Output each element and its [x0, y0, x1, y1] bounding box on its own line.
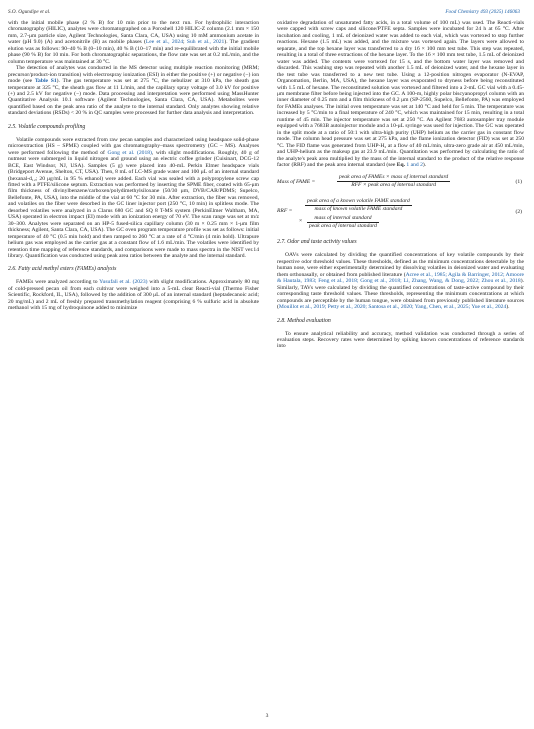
equation-number: (2)	[515, 209, 522, 216]
citation-link[interactable]: Yusufali et al. (2023)	[99, 279, 148, 286]
paragraph-fames-continued: oxidative degradation of unsaturated fatty acids, in a total volume of 100 mL) was used. The Reacti-vials were capped with screw caps and silicone/PTFE septa. Samples were incubated for 24 h at 65 °C. After incubation and cooling, 1 mL of deionized water was added to each vial, which was vortexed to stop further reactions. Hexane (1.5 mL) was added, and the mixture was vortexed again. The layers were allowed to separate, and the top hexane layer was transferred to a dry 16 × 100 mm test tube. This step was repeated, resulting in a total of three extractions of the hexane layer. To the 16 × 100 mm test tube, 1.5 mL of deionized water was added. The contents were vortexed for 15 s, and the bottom water layer was removed and discarded. This washing step was repeated with another 1.5 mL of deionized water, and the hexane layer in the test tube was transferred to a new test tube. Using a 12-position nitrogen evaporator (N-EVAP, Organomation, Berlin, MA, USA), the hexane layer was evaporated to dryness before being reconstituted with 1.5 mL of hexane. The reconstituted solution was vortexed and filtered into a 2-mL GC vial with a 0.45-μm membrane filter before being injected into the GC. A 100-m, highly polar biscyanopropyl column with an inner diameter of 0.25 mm and a film thickness of 0.2 μm (SP-2560, Supelco, Bellefonte, PA) was employed for FAMEs analyses. The initial oven temperature was set at 140 °C and held for 5 min. The temperature was increased by 5 °C/min to a final temperature of 240 °C, which was maintained for 15 min, resulting in a total runtime of 45 min. The injector temperature was set at 250 °C. An Agilent 7683 autosampler tray module equipped with a 7683B autoinjector module and a 10-μL syringe was used for injection. The GC was operated in the split mode at a ratio of 50:1 with ultra-high purity (UHP) helium as the carrier gas in constant flow mode. The column head pressure was set at 275 kPa, and the flame ionization detector (FID) was set at 250 °C. The FID flame was generated from UHP-H₂ at a flow of 40 mL/min, ultra-zero grade air at 450 mL/min, and UHP-helium as the makeup gas at 23.9 mL/min. Quantitation was performed by calculating the ratio of the analyte's peak area multiplied by the mass of the internal standard to the product of the relative response factor (RRF) and the peak area internal standard (see Eq. 1 and 2).	[277, 20, 524, 168]
section-heading-2-5: 2.5. Volatile compounds profiling	[8, 123, 86, 130]
citation-link[interactable]: Acree et al., 1985; Agila & Barringer, 2012; Amoore & Hautala, 1983; Feng et al., 2018; Gong et al., 2018; Li, Zhang, Wang, & Dong, 2022; Zhou et al., 2018	[277, 271, 524, 285]
supplementary-table-link[interactable]: Table S1	[34, 78, 57, 85]
paragraph-lc-hilic: with the initial mobile phase (2 % B) for 10 min prior to the next run. For hydrophilic interaction chromatography (HILIC), analytes were chromatographed on a Poroshell 120 HILIC-Z column (2.1 mm × 150 mm, 2.7-μm particle size, Agilent Technologies, Santa Clara, CA, USA) using 10 mM ammonium acetate in water (pH 9.0) (A) and acetonitrile (B) as mobile phases (Lee et al., 2024; Suh et al., 2021). The gradient elution was as follows: 90–40 % B (0–10 min), 40 % B (10–17 min) and re-equilibrated with the initial mobile phase (90 % B) for 10 min. For both chromatographic separations, the flow rate was set at 0.2 mL/min, and the column temperature was maintained at 30 °C.	[8, 20, 260, 65]
paragraph-fames: FAMEs were analyzed according to Yusufali et al. (2023) with slight modifications. Approximately 80 mg of cold-pressed pecan oil from each cultivar were weighed into a 5-mL clear Reacti-vial (Thermo Fisher Scientific, Rockford, IL, USA), followed by the addition of 300 μL of an internal standard (heptadecanoic acid; 20 mg/mL) and 2 mL of freshly prepared transmethylation reagent (comprising 6 % sulfuric acid in absolute methanol with 15 mg of hydroquinone added to minimize	[8, 279, 259, 312]
running-header-journal[interactable]: Food Chemistry 493 (2025) 146063	[445, 9, 520, 15]
paragraph-ms-detection: The detection of analytes was conducted in the MS detector using multiple reaction monitoring (MRM; precursor/product-ion transition) with electrospray ionization (ESI) in either the positive (+) or negative (−) ion mode (see Table S1). The gas temperature was set at 275 °C, the nebulizer at 310 kPa, the sheath gas temperature at 325 °C, the sheath gas flow at 11 L/min, and the capillary spray voltage of 3.0 kV for positive (+) and 2.5 kV for negative (−) mode. Data processing and interpretation were performed using MassHunter Quantitative Analysis 10.1 software (Agilent Technologies, Santa Clara, CA, USA). Metabolites were quantified based on the peak area ratio of the analyte to the internal standard. Only analytes showing relative standard deviations (RSDs) < 20 % in QC samples were processed for further data analysis and interpretation.	[8, 65, 260, 117]
equation-1: Mass of FAME = peak area of FAMEs × mass of internal standard RFF × peak area of internal standard (1)	[277, 174, 522, 188]
citation-link[interactable]: Mouillot et al., 2019; Petty et al., 2020; Santosa et al., 2020; Yang, Chen, et al., 2025; Yue et al., 2024	[278, 304, 507, 311]
right-column	[277, 20, 524, 350]
section-heading-2-8: 2.8. Method evaluation	[277, 317, 331, 324]
equation-number: (1)	[515, 179, 522, 186]
paragraph-volatiles: Volatile compounds were extracted from raw pecan samples and characterized using headspace solid-phase microextraction (HS – SPME) coupled with gas chromatography–mass spectrometry (GC – MS). Analyses were performed following the method of Gong et al. (2018), with slight modifications. Roughly, 40 g of nutmeat were submerged in liquid nitrogen and ground using an electric coffee grinder (Cuisinart, DCG-12 BCE, East Windsor, NJ, USA). Samples (5 g) were placed into 40-mL Perkin Elmer headspace vials (Bridgeport Avenue, Shelton, CT, USA). Then, 8 mL of LC-MS grade water and 100 μL of an internal standard (hexanal-d₁₂; 20 μg/mL in 95 % ethanol) were added. Each vial was sealed with a polypropylene screw cap fitted with a PTFE/silicone septum. Extraction was performed by inserting the SPME fiber, coated with 65-μm film thickness of divinylbenzene/carboxen/polydimethylsiloxane (50/30 μm, DVB/CAR/PDMS; Supelco, Bellefonte, PA, USA), into the middle of the vial at 60 °C for 30 min. After extraction, the fiber was removed, and volatiles on the fiber were desorbed in the GC liner injector port (250 °C, 10 min) in splitless mode. The desorbed volatiles were analyzed in a Clarus 680 GC and SQ 8 T-MS system (PerkinElmer Waltham, MA, USA) operated in electron impact (EI) mode with an ionization energy of 70 eV. The scan range was set at m/z 30–300. Analytes were separated on an HP-5 fused-silica capillary column (30 m × 0.25 mm × 1-μm film thickness; Agilent, Santa Clara, CA, USA). The GC oven program temperature profile was set as follows: initial temperature of 40 °C (0.5 min hold) and then ramped to 260 °C at a rate of 4 °C/min (4 min hold). Ultrapure helium gas was employed as the carrier gas at a constant flow of 1.6 mL/min. The volatiles were identified by retention time mapping of reference standards, and comparisons were made to mass spectra in the NIST ver.14 library. Quantification was conducted using peak area ratios between the analyte and the internal standard.	[8, 136, 259, 259]
running-header-authors: S.O. Ogundipe et al.	[8, 9, 51, 15]
section-heading-2-6: 2.6. Fatty acid methyl esters (FAMEs) analysis	[8, 266, 117, 273]
left-column	[8, 20, 259, 312]
page-number: 3	[265, 713, 269, 719]
citation-link[interactable]: Lee et al., 2024	[145, 39, 184, 46]
citation-link[interactable]: Gong et al. (2018)	[107, 149, 152, 156]
equation-link[interactable]: 1 and 2	[406, 161, 423, 168]
section-heading-2-7: 2.7. Odor and taste activity values	[277, 239, 357, 246]
equation-2: RRF = peak area of a known volatile FAME standard mass of known volatile FAME standard × mass of internal standard peak area of internal standard (2)	[277, 198, 522, 229]
paragraph-oav-tav: OAVs were calculated by dividing the quantified concentrations of key volatile compounds by their respective odor threshold values. These thresholds, defined as the minimum concentrations detectable by the human nose, were either experimentally determined by dissolving volatiles in deionized water and evaluating them orthonasally, or obtained from published literature (Acree et al., 1985; Agila & Barringer, 2012; Amoore & Hautala, 1983; Feng et al., 2018; Gong et al., 2018; Li, Zhang, Wang, & Dong, 2022; Zhou et al., 2018). Similarly, TAVs were calculated by dividing the quantified concentrations of taste-active compound by their corresponding taste threshold values. These thresholds, representing the minimum concentrations at which compounds are perceptible by the human tongue, were obtained from previously published literature sources (Mouillot et al., 2019; Petty et al., 2020; Santosa et al., 2020; Yang, Chen, et al., 2025; Yue et al., 2024).	[277, 252, 524, 311]
citation-link[interactable]: Suh et al., 2021	[186, 39, 225, 46]
paragraph-method-evaluation: To ensure analytical reliability and accuracy, method validation was conducted through a series of evaluation steps. Recovery rates were determined by spiking known concentrations of reference standards into	[277, 330, 524, 350]
